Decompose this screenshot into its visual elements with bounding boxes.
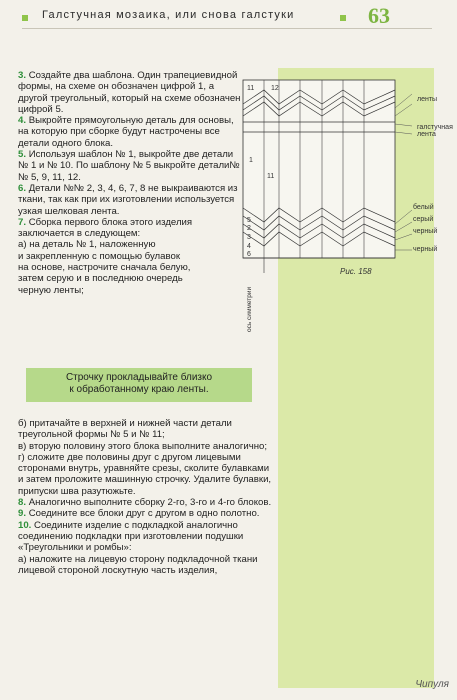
fig-num-12: 12 — [271, 85, 279, 92]
page-header — [22, 3, 451, 28]
step-7v: в) вторую половину этого блока выполните аналогично; — [18, 440, 268, 452]
tip-text — [30, 372, 248, 396]
figure-caption: Рис. 158 — [340, 267, 372, 276]
label-bely: белый — [413, 204, 434, 211]
label-galstuchnaya: галстучная лента — [417, 124, 453, 138]
page-number: 63 — [368, 3, 390, 28]
step-6: 6. Детали №№ 2, 3, 4, 6, 7, 8 не выкраиваются из ткани, так как при их изготовлении используется узкая шелковая лента. — [18, 182, 238, 217]
step-10a: а) наложите на лицевую сторону подкладочной ткани лицевой стороной лоскутную часть изделия, — [18, 553, 258, 576]
step-7: 7. Сборка первого блока этого изделия заключается в следующем: — [18, 216, 193, 240]
step-10: 10. Соедините изделие с подкладкой аналогично соединению подкладки при изготовлении подушки «Треугольники и ромбы»: — [18, 519, 244, 554]
tip-callout — [26, 368, 252, 402]
step-3: 3. Создайте два шаблона. Один трапециевидной формы, на схеме он обозначен цифрой 1, а другой треугольный, который на схеме обозначен цифрой 5. — [18, 70, 241, 115]
tip-line-1: Строчку прокладывайте близко — [65, 372, 213, 383]
step-7b: б) притачайте в верхней и нижней части детали треугольной формы № 5 и № 11; — [18, 418, 232, 441]
label-cherny-2: черный — [413, 246, 438, 253]
block-diagram — [237, 78, 437, 288]
fig-num-5: 5 — [247, 217, 251, 224]
step-4: 4. Выкройте прямоугольную деталь для основы, на которую при сборке будут настрочены все детали одного блока. — [18, 115, 234, 149]
label-lenty: ленты — [417, 96, 438, 103]
fig-num-2: 2 — [247, 225, 251, 232]
step-7g: г) сложите две половины друг с другом лицевыми сторонами внутрь, уравняйте срезы, сколите булавками и затем проложите машинную строчку. Удалите булавки, припуски шва разутюжьте. — [18, 451, 272, 497]
step-7a-line1: а) на деталь № 1, наложенную — [18, 239, 156, 251]
step-5: 5. Используя шаблон № 1, выкройте две детали № 1 и № 10. По шаблону № 5 выкройте детали№№ 5, 9, 11, 12. — [18, 149, 240, 183]
fig-num-11b: 11 — [267, 173, 275, 180]
watermark: Чипуля — [415, 679, 449, 690]
fig-num-3: 3 — [247, 234, 251, 241]
label-sery: серый — [413, 216, 434, 223]
step-7a-line4: затем серую и в последнюю очередь — [18, 273, 183, 285]
header-marker-right — [340, 15, 346, 21]
header-marker-left — [22, 15, 28, 21]
fig-num-11a: 11 — [247, 85, 255, 92]
step-7a-line5: черную ленты; — [18, 284, 84, 296]
fig-num-4: 4 — [247, 243, 251, 250]
step-7a-line3: на основе, настрочите сначала белую, — [18, 262, 191, 274]
instructions-top — [18, 70, 243, 296]
step-9: 9. Соедините все блоки друг с другом в одно полотно. — [18, 508, 260, 520]
step-8: 8. Аналогично выполните сборку 2-го, 3-го и 4-го блоков. — [18, 497, 272, 509]
symmetry-axis-label-wrap — [246, 270, 260, 340]
fig-num-6: 6 — [247, 251, 251, 258]
running-title: Галстучная мозаика, или снова галстуки — [42, 9, 295, 21]
instructions-bottom — [18, 418, 273, 576]
label-cherny-1: черный — [413, 228, 438, 235]
step-7a-line2: и закрепленную с помощью булавок — [18, 250, 181, 262]
symmetry-axis-label: ось симметрии — [246, 286, 253, 332]
fig-num-1: 1 — [249, 157, 253, 164]
header-rule — [22, 28, 432, 29]
tip-line-2: к обработанному краю ленты. — [69, 384, 209, 395]
